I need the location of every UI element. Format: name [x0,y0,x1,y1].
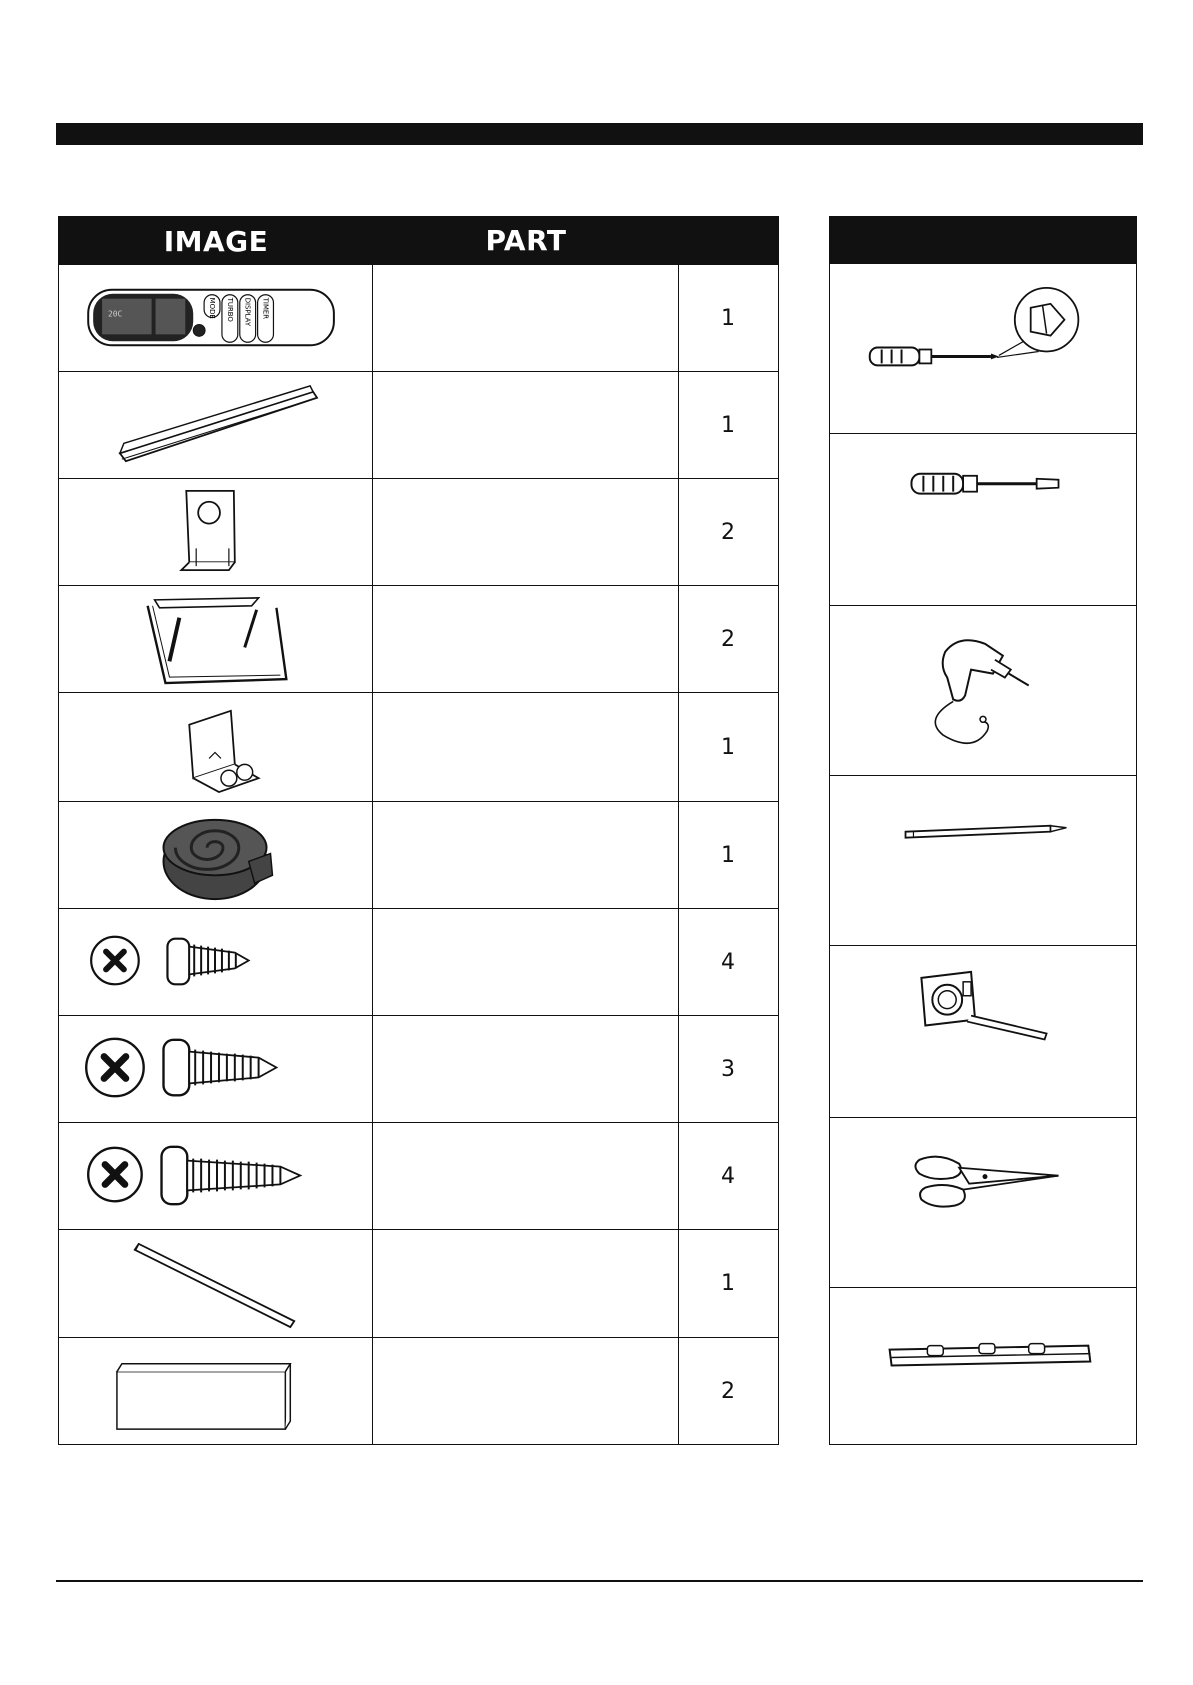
part-qty: 1 [721,305,735,331]
support-rail-icon [59,372,373,478]
tool-row [830,433,1136,605]
tools-table-header [830,217,1136,263]
tape-measure-icon [830,946,1136,1117]
part-qty: 4 [721,949,735,975]
table-row [59,1337,778,1444]
part-qty: 2 [721,519,735,545]
table-row [59,1015,778,1122]
parts-table [58,216,779,1445]
side-frame-icon [59,586,373,692]
part-name [373,265,679,371]
foam-block-icon [59,1338,373,1444]
part-name [373,479,679,585]
tools-table [829,216,1137,1445]
part-name [373,1016,679,1122]
power-drill-icon [830,606,1136,775]
angle-bracket-icon [59,693,373,801]
part-name [373,693,679,801]
tool-row [830,1117,1136,1287]
table-row [59,1122,778,1229]
table-row [59,1229,778,1337]
remote-button-label: MODE [208,297,217,319]
part-name [373,1338,679,1444]
level-icon [830,1288,1136,1444]
tool-row [830,945,1136,1117]
part-name [373,909,679,1015]
table-row [59,264,778,371]
flathead-screwdriver-icon [830,434,1136,605]
part-name [373,802,679,908]
part-qty: 3 [721,1056,735,1082]
remote-button-label: DISPLAY [243,297,252,327]
table-row [59,692,778,801]
phillips-screwdriver-icon [830,264,1136,433]
table-row [59,585,778,692]
medium-screw-icon [59,1016,373,1122]
part-name [373,1123,679,1229]
image-column-header: IMAGE [163,225,269,258]
tool-row [830,263,1136,433]
part-name [373,586,679,692]
part-qty: 4 [721,1163,735,1189]
table-row [59,371,778,478]
pencil-icon [830,776,1136,945]
part-qty: 1 [721,412,735,438]
foam-seal-roll-icon [59,802,373,908]
part-qty: 1 [721,734,735,760]
tool-row [830,605,1136,775]
table-row [59,478,778,585]
part-qty: 2 [721,626,735,652]
footer-rule [56,1580,1143,1582]
section-header-bar [56,123,1143,145]
remote-button-label: TURBO [225,297,234,322]
remote-control-icon [59,265,373,371]
l-bracket-icon [59,479,373,585]
part-name [373,1230,679,1337]
foam-strip-icon [59,1230,373,1337]
tool-row [830,1287,1136,1444]
part-qty: 1 [721,1271,735,1296]
part-qty: 1 [721,842,735,868]
remote-button-label: TIMER [261,297,270,320]
part-column-header: PART [485,224,567,257]
svg-text:20C: 20C [108,309,123,319]
parts-table-header [59,217,778,264]
scissors-icon [830,1118,1136,1287]
long-screw-icon [59,1123,373,1229]
part-name [373,372,679,478]
short-screw-icon [59,909,373,1015]
tool-row [830,775,1136,945]
table-row [59,801,778,908]
table-row [59,908,778,1015]
part-qty: 2 [721,1378,735,1404]
